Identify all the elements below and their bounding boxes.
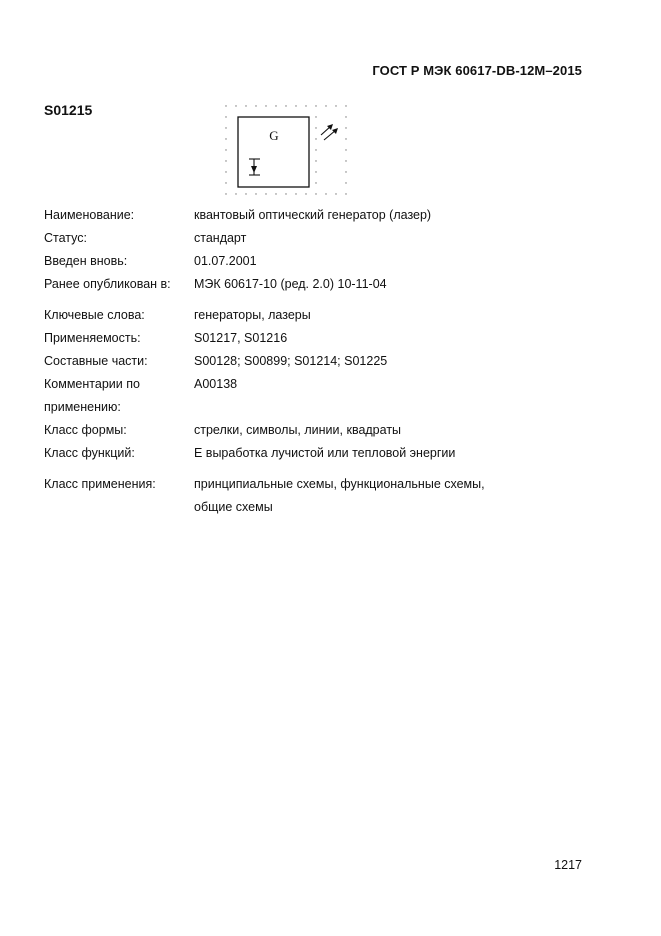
page-number: 1217: [554, 858, 582, 872]
grid-dot: [345, 160, 346, 161]
grid-dot: [225, 105, 226, 106]
attribute-table: [44, 204, 604, 519]
attribute-label: Класс формы:: [44, 423, 127, 437]
grid-dot: [225, 182, 226, 183]
grid-dot: [315, 127, 316, 128]
output-arrow-icon: [249, 159, 260, 175]
grid-dot: [295, 193, 296, 194]
attribute-row: [44, 227, 604, 250]
attribute-value: стрелки, символы, линии, квадраты: [194, 423, 402, 437]
attribute-label: Составные части:: [44, 354, 148, 368]
grid-dot: [295, 105, 296, 106]
attribute-label: применению:: [44, 400, 121, 414]
attribute-row: [44, 273, 604, 296]
attribute-label: Ключевые слова:: [44, 308, 145, 322]
grid-dot: [235, 193, 236, 194]
attribute-value: квантовый оптический генератор (лазер): [194, 208, 432, 222]
grid-dot: [345, 193, 346, 194]
grid-dot: [345, 127, 346, 128]
grid-dot: [225, 171, 226, 172]
generator-letter: G: [269, 128, 279, 143]
grid-dot: [325, 193, 326, 194]
grid-dot: [265, 193, 266, 194]
grid-dot: [345, 171, 346, 172]
attribute-label: Введен вновь:: [44, 254, 128, 268]
grid-dot: [225, 149, 226, 150]
attribute-label: Комментарии по: [44, 377, 140, 391]
grid-dot: [225, 116, 226, 117]
attribute-row: [44, 442, 604, 465]
grid-dot: [305, 105, 306, 106]
attribute-row: [44, 327, 604, 350]
grid-dot: [285, 193, 286, 194]
grid-dot: [315, 193, 316, 194]
grid-dot: [345, 149, 346, 150]
grid-dot: [315, 116, 316, 117]
grid-dot: [255, 193, 256, 194]
symbol-code: S01215: [44, 102, 93, 118]
grid-dot: [285, 105, 286, 106]
attribute-value: E выработка лучистой или тепловой энергии: [194, 446, 456, 460]
grid-dot: [265, 105, 266, 106]
grid-dot: [275, 105, 276, 106]
attribute-value: A00138: [194, 377, 238, 391]
attribute-value: S01217, S01216: [194, 331, 288, 345]
grid-dot: [225, 138, 226, 139]
grid-dot: [315, 182, 316, 183]
attribute-row: [44, 250, 604, 273]
attribute-value: стандарт: [194, 231, 247, 245]
attribute-label: Класс применения:: [44, 477, 156, 491]
attribute-value: генераторы, лазеры: [194, 308, 311, 322]
attribute-label: [44, 496, 194, 519]
grid-dot: [345, 138, 346, 139]
grid-dot: [315, 171, 316, 172]
attribute-value: S00128; S00899; S01214; S01225: [194, 354, 388, 368]
grid-dot: [255, 105, 256, 106]
grid-dot: [225, 193, 226, 194]
grid-dot: [275, 193, 276, 194]
attribute-value: [194, 396, 604, 419]
attribute-row: [44, 396, 604, 419]
grid-dot: [345, 182, 346, 183]
grid-dot: [235, 105, 236, 106]
attribute-row: [44, 419, 604, 442]
radiation-arrows-icon: [321, 124, 338, 140]
attribute-row: [44, 204, 604, 227]
grid-dot: [245, 193, 246, 194]
grid-dot: [225, 160, 226, 161]
grid-dot: [315, 105, 316, 106]
attribute-label: Ранее опубликован в:: [44, 277, 171, 291]
attribute-label: Статус:: [44, 231, 87, 245]
grid-dot: [345, 105, 346, 106]
grid-dot: [315, 149, 316, 150]
attribute-value: общие схемы: [194, 500, 273, 514]
grid-dots: [225, 105, 346, 194]
grid-dot: [245, 105, 246, 106]
grid-dot: [305, 193, 306, 194]
grid-dot: [345, 116, 346, 117]
attribute-value: МЭК 60617-10 (ред. 2.0) 10-11-04: [194, 277, 387, 291]
attribute-row: [44, 304, 604, 327]
grid-dot: [315, 160, 316, 161]
grid-dot: [315, 138, 316, 139]
attribute-label: Применяемость:: [44, 331, 141, 345]
attribute-value: принципиальные схемы, функциональные схемы,: [194, 477, 485, 491]
attribute-label: Наименование:: [44, 208, 135, 222]
grid-dot: [325, 105, 326, 106]
grid-dot: [335, 193, 336, 194]
laser-generator-symbol: [224, 102, 350, 198]
attribute-value: 01.07.2001: [194, 254, 257, 268]
attribute-row: [44, 496, 604, 519]
grid-dot: [335, 105, 336, 106]
attribute-label: Класс функций:: [44, 446, 135, 460]
grid-dot: [225, 127, 226, 128]
document-header: ГОСТ Р МЭК 60617-DB-12M–2015: [372, 63, 582, 78]
attribute-row: [44, 373, 604, 396]
attribute-row: [44, 350, 604, 373]
attribute-row: [44, 473, 604, 496]
